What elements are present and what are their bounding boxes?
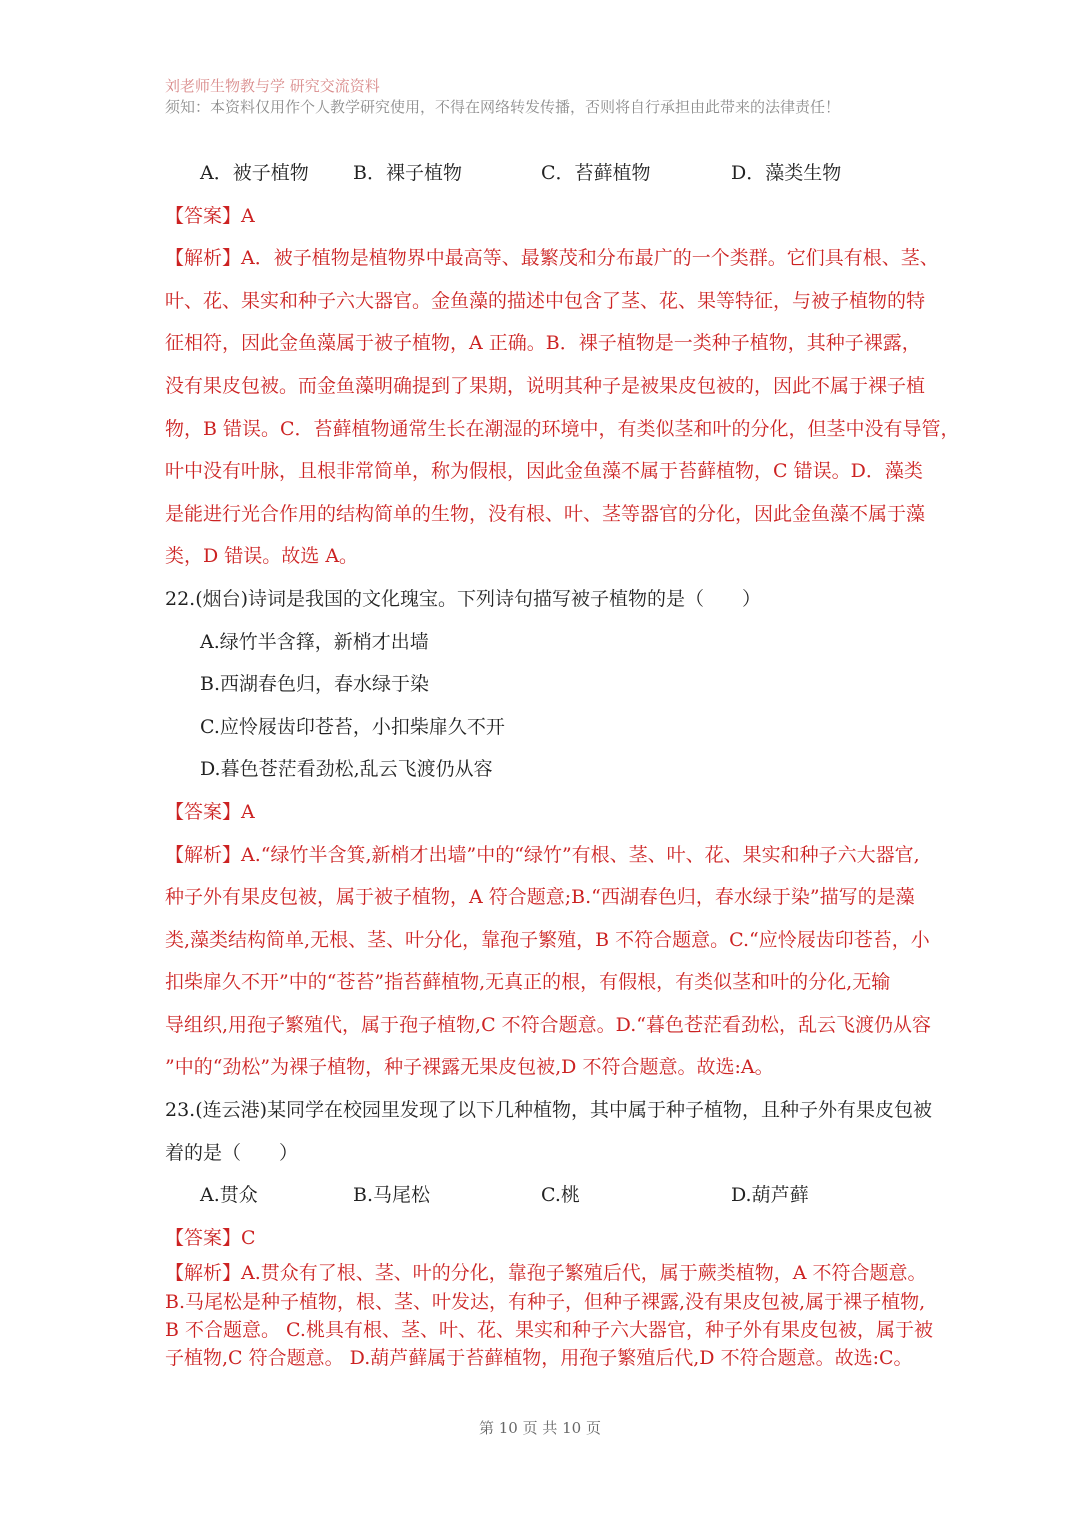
q21-analysis-line: 类，D 错误。故选 A。: [165, 545, 359, 568]
q21-option-d: D．藻类生物: [731, 162, 842, 184]
q22-option-a: A.绿竹半含箨，新梢才出墙: [200, 630, 429, 653]
q22-option-c: C.应怜屐齿印苍苔，小扣柴扉久不开: [200, 715, 505, 738]
q21-option-b: B．裸子植物: [353, 162, 462, 184]
q23-analysis-line: 子植物,C 符合题意。 D.葫芦藓属于苔藓植物，用孢子繁殖后代,D 不符合题意。故选:C。: [165, 1347, 913, 1370]
q22-option-b: B.西湖春色归，春水绿于染: [200, 673, 430, 696]
q23-stem-line: 着的是（ ）: [165, 1141, 299, 1164]
q23-analysis-line: B.马尾松是种子植物，根、茎、叶发达，有种子，但种子裸露,没有果皮包被,属于裸子植物,: [165, 1290, 926, 1313]
q22-analysis-line: 导组织,用孢子繁殖代，属于孢子植物,C 不符合题意。D.“暮色苍茫看劲松，乱云飞渡仍从容: [165, 1013, 931, 1036]
q22-option-d: D.暮色苍茫看劲松,乱云飞渡仍从容: [200, 758, 493, 781]
page-header: [165, 76, 840, 117]
q21-analysis-line: 叶中没有叶脉，且根非常简单，称为假根，因此金鱼藻不属于苔藓植物，C 错误。D．藻类: [165, 460, 923, 483]
page-number: 第 10 页 共 10 页: [478, 1419, 601, 1437]
q21-analysis-line: 叶、花、果实和种子六大器官。金鱼藻的描述中包含了茎、花、果等特征，与被子植物的特: [165, 289, 926, 312]
q23-stem-line: 23.(连云港)某同学在校园里发现了以下几种植物，其中属于种子植物，且种子外有果皮包被: [165, 1099, 933, 1122]
q23-options: [165, 1174, 935, 1217]
q22-answer: 【答案】A: [165, 800, 255, 823]
q22-analysis-line: 种子外有果皮包被，属于被子植物，A 符合题意;B.“西湖春色归，春水绿于染”描写的是藻: [165, 886, 915, 909]
q21-analysis-line: 没有果皮包被。而金鱼藻明确提到了果期，说明其种子是被果皮包被的，因此不属于裸子植: [165, 374, 926, 397]
notice-line: 须知：本资料仅用作个人教学研究使用，不得在网络转发传播，否则将自行承担由此带来的法律责任！: [165, 98, 841, 116]
q23-option-b: B.马尾松: [353, 1184, 431, 1207]
document-body: [165, 152, 960, 1373]
q23-analysis-line: 【解析】A.贯众有了根、茎、叶的分化，靠孢子繁殖后代，属于蕨类植物，A 不符合题意。: [165, 1262, 927, 1285]
q21-analysis-line: 物，B 错误。C．苔藓植物通常生长在潮湿的环境中，有类似茎和叶的分化，但茎中没有导管，: [165, 417, 960, 440]
q22-analysis-line: 扣柴扉久不开”中的“苍苔”指苔藓植物,无真正的根，有假根，有类似茎和叶的分化,无输: [165, 971, 891, 994]
q21-analysis-line: 征相符，因此金鱼藻属于被子植物，A 正确。B．裸子植物是一类种子植物，其种子裸露，: [165, 332, 921, 355]
q23-answer: 【答案】C: [165, 1226, 256, 1249]
q22-analysis-line: ”中的“劲松”为裸子植物，种子裸露无果皮包被,D 不符合题意。故选:A。: [165, 1056, 774, 1079]
source-line: 刘老师生物教与学 研究交流资料: [165, 77, 380, 95]
q22-stem: 22.(烟台)诗词是我国的文化瑰宝。下列诗句描写被子植物的是（ ）: [165, 587, 762, 610]
q23-option-c: C.桃: [541, 1184, 580, 1207]
q21-options: [165, 152, 935, 195]
q21-analysis-line: 【解析】A．被子植物是植物界中最高等、最繁茂和分布最广的一个类群。它们具有根、茎、: [165, 247, 939, 270]
q22-analysis-line: 【解析】A.“绿竹半含箕,新梢才出墙”中的“绿竹”有根、茎、叶、花、果实和种子六大器官,: [165, 843, 920, 866]
q23-analysis-line: B 不合题意。 C.桃具有根、茎、叶、花、果实和种子六大器官，种子外有果皮包被，属于被: [165, 1319, 933, 1342]
q21-option-a: A．被子植物: [200, 162, 309, 184]
q23-option-a: A.贯众: [200, 1184, 258, 1207]
q21-analysis-line: 是能进行光合作用的结构简单的生物，没有根、叶、茎等器官的分化，因此金鱼藻不属于藻: [165, 502, 926, 525]
q23-option-d: D.葫芦藓: [731, 1184, 809, 1207]
q21-answer: 【答案】A: [165, 204, 255, 227]
q21-option-c: C．苔藓植物: [541, 162, 651, 184]
q22-analysis-line: 类,藻类结构简单,无根、茎、叶分化，靠孢子繁殖，B 不符合题意。C.“应怜屐齿印苍苔，小: [165, 928, 930, 951]
